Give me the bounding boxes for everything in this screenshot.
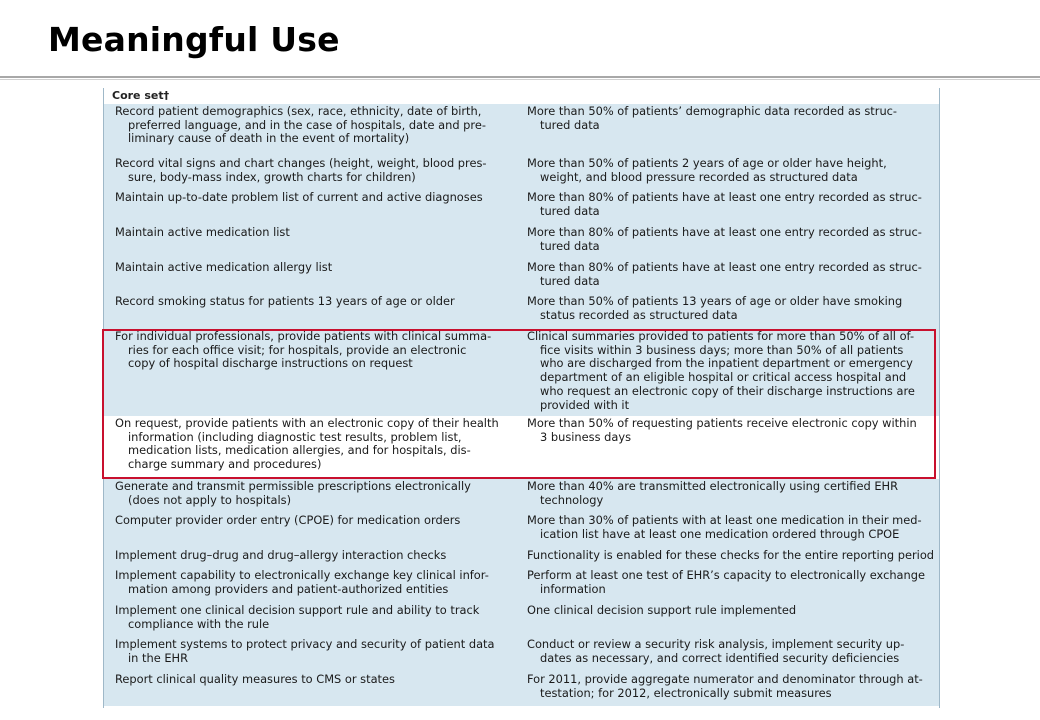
cell-line: Implement one clinical decision support rule and ability to track [115,603,480,617]
objective-cell [115,261,500,275]
table-row [104,329,939,416]
table-header: Core set† [112,89,170,102]
cell-line: For 2011, provide aggregate numerator and denominator through at- [527,672,923,686]
table-row [104,513,939,548]
cell-line: More than 80% of patients have at least one entry recorded as struc- [527,260,922,274]
cell-line: Record smoking status for patients 13 years of age or older [115,294,455,308]
cell-line: For individual professionals, provide patients with clinical summa- [115,329,492,343]
measure-cell [527,191,933,218]
table-row [104,548,939,568]
cell-line: ication list have at least one medication ordered through CPOE [540,526,900,541]
cell-line: Generate and transmit permissible prescriptions electronically [115,479,471,493]
objective-cell [115,569,500,596]
cell-line: ries for each office visit; for hospitals, provide an electronic [128,342,467,357]
cell-line: More than 40% are transmitted electronically using certified EHR [527,479,898,493]
cell-line: Report clinical quality measures to CMS or states [115,672,395,686]
objective-cell [115,157,500,184]
cell-line: Record patient demographics (sex, race, ethnicity, date of birth, [115,104,482,118]
measure-cell [527,480,933,507]
table-row [104,637,939,672]
cell-line: More than 50% of patients 2 years of age or older have height, [527,156,887,170]
cell-line: tured data [540,273,600,288]
cell-line: More than 50% of patients’ demographic data recorded as struc- [527,104,898,118]
cell-line: sure, body-mass index, growth charts for children) [128,169,416,184]
cell-line: dates as necessary, and correct identified security deficiencies [540,650,900,665]
row-divider [104,706,939,707]
objective-cell [115,514,500,528]
cell-line: On request, provide patients with an electronic copy of their health [115,416,499,430]
cell-line: who request an electronic copy of their discharge instructions are [540,383,915,398]
table-row [104,479,939,513]
core-set-table [103,88,940,708]
cell-line: compliance with the rule [128,616,270,631]
cell-line: Record vital signs and chart changes (height, weight, blood pres- [115,156,487,170]
cell-line: preferred language, and in the case of hospitals, date and pre- [128,117,486,132]
table-row [104,294,939,329]
cell-line: Maintain up-to-date problem list of current and active diagnoses [115,190,483,204]
cell-line: Conduct or review a security risk analysis, implement security up- [527,637,905,651]
cell-line: (does not apply to hospitals) [128,492,292,507]
cell-line: in the EHR [128,650,188,665]
measure-cell [527,157,933,184]
measure-cell [527,330,933,412]
cell-line: weight, and blood pressure recorded as structured data [540,169,858,184]
measure-cell [527,604,933,618]
measure-cell [527,261,933,288]
title-divider [0,76,1040,78]
cell-line: charge summary and procedures) [128,457,322,472]
cell-line: technology [540,492,604,507]
cell-line: Maintain active medication allergy list [115,260,333,274]
cell-line: One clinical decision support rule implemented [527,603,797,617]
objective-cell [115,417,500,472]
cell-line: information (including diagnostic test results, problem list, [128,429,462,444]
measure-cell [527,295,933,322]
objective-cell [115,549,500,563]
cell-line: provided with it [540,397,630,412]
cell-line: More than 80% of patients have at least one entry recorded as struc- [527,225,922,239]
measure-cell [527,673,933,700]
table-row [104,156,939,190]
table-row [104,603,939,637]
cell-line: Implement systems to protect privacy and security of patient data [115,637,495,651]
objective-cell [115,191,500,205]
measure-cell [527,226,933,253]
objective-cell [115,330,500,371]
measure-cell [527,417,933,444]
cell-line: Functionality is enabled for these checks for the entire reporting period [527,548,935,562]
table-row [104,260,939,294]
cell-line: copy of hospital discharge instructions on request [128,356,413,371]
cell-line: Implement capability to electronically exchange key clinical infor- [115,568,489,582]
cell-line: More than 50% of patients 13 years of age or older have smoking [527,294,903,308]
measure-cell [527,569,933,596]
table-row [104,190,939,225]
cell-line: More than 50% of requesting patients receive electronic copy within [527,416,917,430]
objective-cell [115,226,500,240]
cell-line: tured data [540,117,600,132]
cell-line: medication lists, medication allergies, and for hospitals, dis- [128,443,471,458]
measure-cell [527,638,933,665]
cell-line: mation among providers and patient-authorized entities [128,581,449,596]
objective-cell [115,480,500,507]
objective-cell [115,638,500,665]
cell-line: testation; for 2012, electronically submit measures [540,685,832,700]
cell-line: More than 30% of patients with at least one medication in their med- [527,513,922,527]
measure-cell [527,549,933,563]
cell-line: information [540,581,606,596]
table-row [104,225,939,260]
cell-line: Computer provider order entry (CPOE) for medication orders [115,513,461,527]
cell-line: who are discharged from the inpatient department or emergency [540,356,913,371]
cell-line: More than 80% of patients have at least one entry recorded as struc- [527,190,922,204]
cell-line: Perform at least one test of EHR’s capacity to electronically exchange [527,568,925,582]
objective-cell [115,105,500,146]
table-row [104,568,939,603]
cell-line: department of an eligible hospital or critical access hospital and [540,370,907,385]
cell-line: tured data [540,238,600,253]
cell-line: 3 business days [540,429,632,444]
measure-cell [527,514,933,541]
cell-line: tured data [540,203,600,218]
objective-cell [115,295,500,309]
title-divider-shadow [0,79,1040,80]
table-row [104,672,939,706]
table-row [104,104,939,156]
cell-line: Implement drug–drug and drug–allergy interaction checks [115,548,447,562]
cell-line: liminary cause of death in the event of mortality) [128,131,410,146]
cell-line: Clinical summaries provided to patients for more than 50% of all of- [527,329,915,343]
cell-line: Maintain active medication list [115,225,290,239]
cell-line: fice visits within 3 business days; more than 50% of all patients [540,342,904,357]
page-title: Meaningful Use [48,20,340,59]
measure-cell [527,105,933,132]
table-row [104,416,939,479]
objective-cell [115,604,500,631]
objective-cell [115,673,500,687]
cell-line: status recorded as structured data [540,307,738,322]
